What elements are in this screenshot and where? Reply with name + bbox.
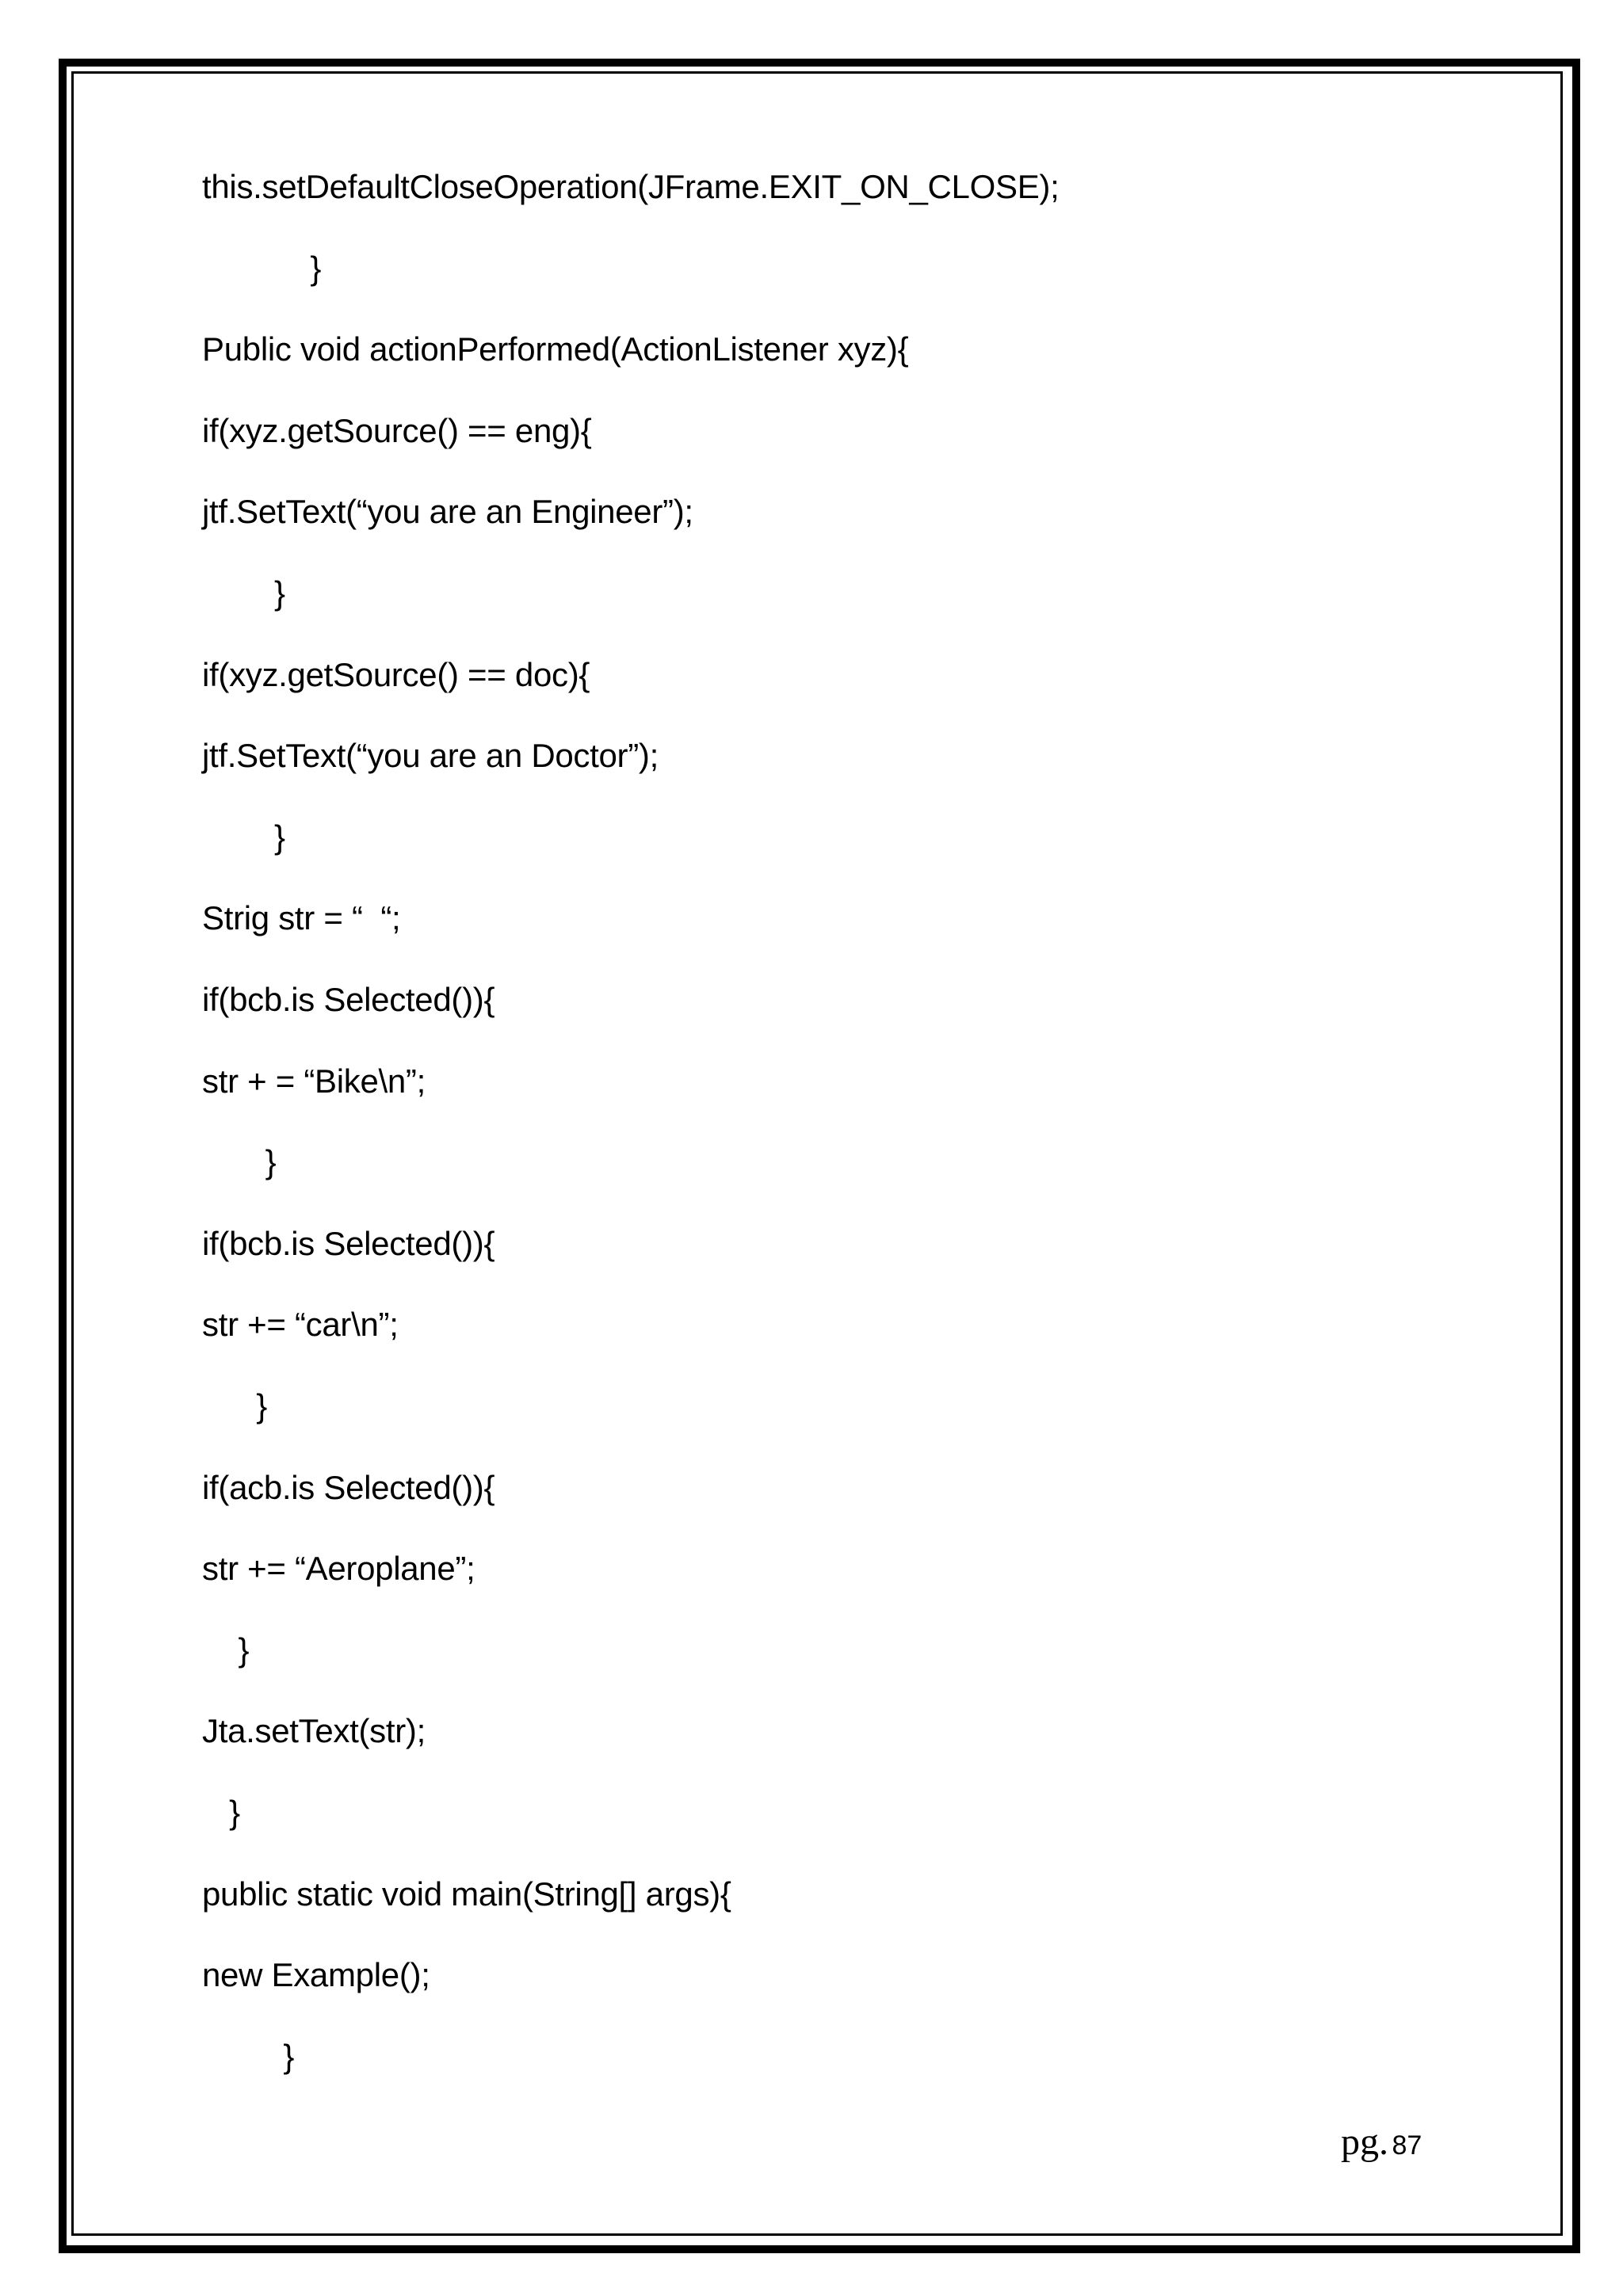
- code-line: }: [202, 1143, 277, 1180]
- code-line: str + = “Bike\n”;: [202, 1062, 426, 1100]
- page-label: pg.: [1341, 2121, 1388, 2163]
- code-line: jtf.SetText(“you are an Engineer”);: [202, 493, 693, 530]
- code-line: str += “car\n”;: [202, 1306, 399, 1343]
- page-footer: [1341, 2120, 1422, 2164]
- code-line: }: [202, 2038, 295, 2075]
- code-line: if(bcb.is Selected()){: [202, 1225, 495, 1262]
- code-line: }: [202, 574, 285, 612]
- code-line: str += “Aeroplane”;: [202, 1550, 475, 1587]
- code-line: }: [202, 1387, 267, 1425]
- code-line: Jta.setText(str);: [202, 1712, 426, 1749]
- code-line: if(acb.is Selected()){: [202, 1469, 495, 1506]
- code-line: }: [202, 250, 322, 287]
- code-line: Public void actionPerformed(ActionListener xyz){: [202, 330, 909, 368]
- code-line: if(xyz.getSource() == eng){: [202, 412, 592, 449]
- code-line: new Example();: [202, 1956, 430, 1993]
- code-line: this.setDefaultCloseOperation(JFrame.EXIT_ON_CLOSE);: [202, 168, 1060, 205]
- page-number: 87: [1392, 2130, 1423, 2161]
- code-line: if(xyz.getSource() == doc){: [202, 656, 590, 693]
- code-line: public static void main(String[] args){: [202, 1875, 731, 1913]
- code-line: }: [202, 1794, 240, 1831]
- code-line: }: [202, 818, 285, 856]
- code-line: }: [202, 1631, 250, 1669]
- code-line: Strig str = “ “;: [202, 899, 401, 936]
- code-line: jtf.SetText(“you are an Doctor”);: [202, 737, 659, 774]
- code-line: if(bcb.is Selected()){: [202, 981, 495, 1018]
